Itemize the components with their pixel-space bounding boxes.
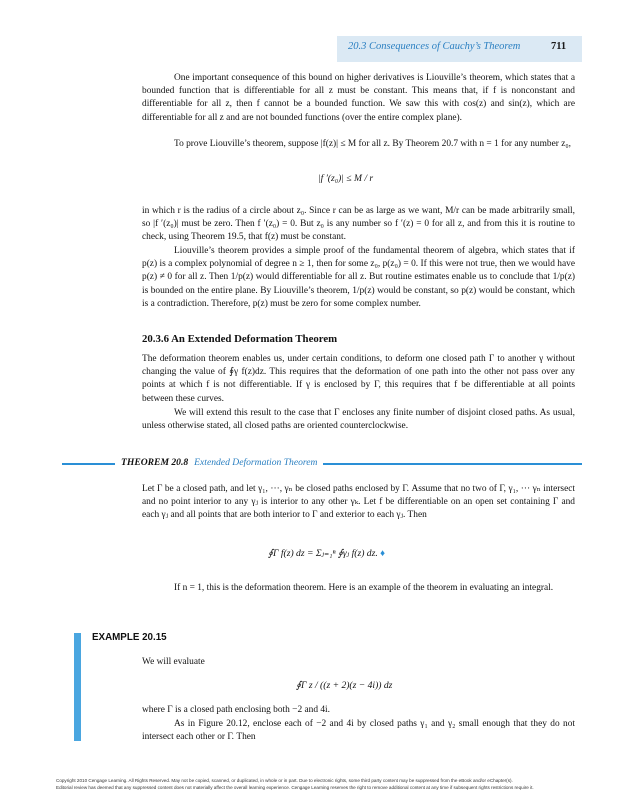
running-header-title: 20.3 Consequences of Cauchy’s Theorem [348, 41, 521, 52]
page-number: 711 [551, 41, 567, 52]
theorem-body: Let Γ be a closed path, and let γ₁, ···, γₙ be closed paths enclosed by Γ. Assume that no two of Γ, γ₁, ··· γₙ intersect and no point interior to any γⱼ is interior to any other γₖ. Let f be differentiable on an open set containing Γ and each γⱼ and all points that are both interior to Γ and exterior to each γⱼ. Then [142, 484, 575, 521]
paragraph-radius: in which r is the radius of a circle about z₀. Since r can be as large as we want, M/r can be made arbitrarily small, so |f ′(z₀)| must be zero. Then f ′(z₀) = 0. But z₀ is any number so f ′(z) = 0 for all z, and from this it is routine to check, using Theorem 19.5, that f(z) must be constant. [142, 206, 575, 243]
example-where: where Γ is a closed path enclosing both −2 and 4i. [142, 705, 331, 715]
example-label: EXAMPLE 20.15 [92, 632, 167, 643]
example-marker-bar [74, 633, 81, 741]
example-intro: We will evaluate [142, 657, 205, 667]
end-of-theorem-marker: ♦ [380, 548, 386, 559]
section-heading: 20.3.6 An Extended Deformation Theorem [142, 333, 338, 345]
paragraph-theorem-note: If n = 1, this is the deformation theorem. Here is an example of the theorem in evaluating an integral. [174, 583, 554, 593]
theorem-subtitle: Extended Deformation Theorem [194, 457, 318, 468]
theorem-equation [268, 548, 385, 559]
paragraph-fundamental-theorem: Liouville’s theorem provides a simple proof of the fundamental theorem of algebra, which states that if p(z) is a complex polynomial of degree n ≥ 1, then for some z₀, p(z₀) = 0. If this were not true, then we would have p(z) ≠ 0 for all z. Then 1/p(z) would differentiable for all z. But routine estimates enable us to conclude that 1/p(z) is bounded on the entire plane. By Liouville’s theorem, 1/p(z) would be constant, so p(z) would be constant, which is a contradiction. Therefore, p(z) must be zero for some complex number. [142, 246, 575, 309]
example-figure-reference: As in Figure 20.12, enclose each of −2 and 4i by closed paths γ₁ and γ₂ small enough that they do not intersect each other or Γ. Then [142, 719, 575, 743]
theorem-label [115, 457, 323, 468]
theorem-equation-text: ∮Γ f(z) dz = Σⱼ₌₁ⁿ ∮γⱼ f(z) dz. [268, 548, 378, 559]
paragraph-deformation: The deformation theorem enables us, under certain conditions, to deform one closed path Γ to another γ without changing the value of ∮γ f(z)dz. This requires that the deformation of one path into the other not pass over any points at which f is not differentiable. If γ is enclosed by Γ, this requires that f be differentiable at all points between these curves. [142, 354, 575, 404]
equation-derivative-bound: |f ′(z₀)| ≤ M / r [318, 173, 374, 184]
paragraph-extension: We will extend this result to the case that Γ encloses any finite number of disjoint closed paths. As usual, unless otherwise stated, all closed paths are oriented counterclockwise. [142, 408, 575, 432]
paragraph-liouville-intro: One important consequence of this bound on higher derivatives is Liouville’s theorem, which states that a bounded function that is differentiable for all z must be constant. This means that, if f is nonconstant and differentiable for all z, then f cannot be a bounded function. We saw this with cos(z) and sin(z), which are differentiable for all z and are not bounded functions (over the entire complex plane). [142, 73, 575, 123]
copyright-footer-line-1: Copyright 2010 Cengage Learning. All Rights Reserved. May not be copied, scanned, or duplicated, in whole or in part. Due to electronic rights, some third party content may be suppressed from the eBook and/or eChapter(s). [56, 778, 513, 783]
theorem-number: THEOREM 20.8 [121, 457, 189, 468]
example-equation: ∮Γ z / ((z + 2)(z − 4i)) dz [296, 680, 393, 691]
paragraph-liouville-proof: To prove Liouville’s theorem, suppose |f(z)| ≤ M for all z. By Theorem 20.7 with n = 1 for any number z₀, [174, 139, 572, 149]
copyright-footer-line-2: Editorial review has deemed that any suppressed content does not materially affect the overall learning experience. Cengage Learning reserves the right to remove additional content at any time if subsequent rights restrictions require it. [56, 785, 534, 790]
